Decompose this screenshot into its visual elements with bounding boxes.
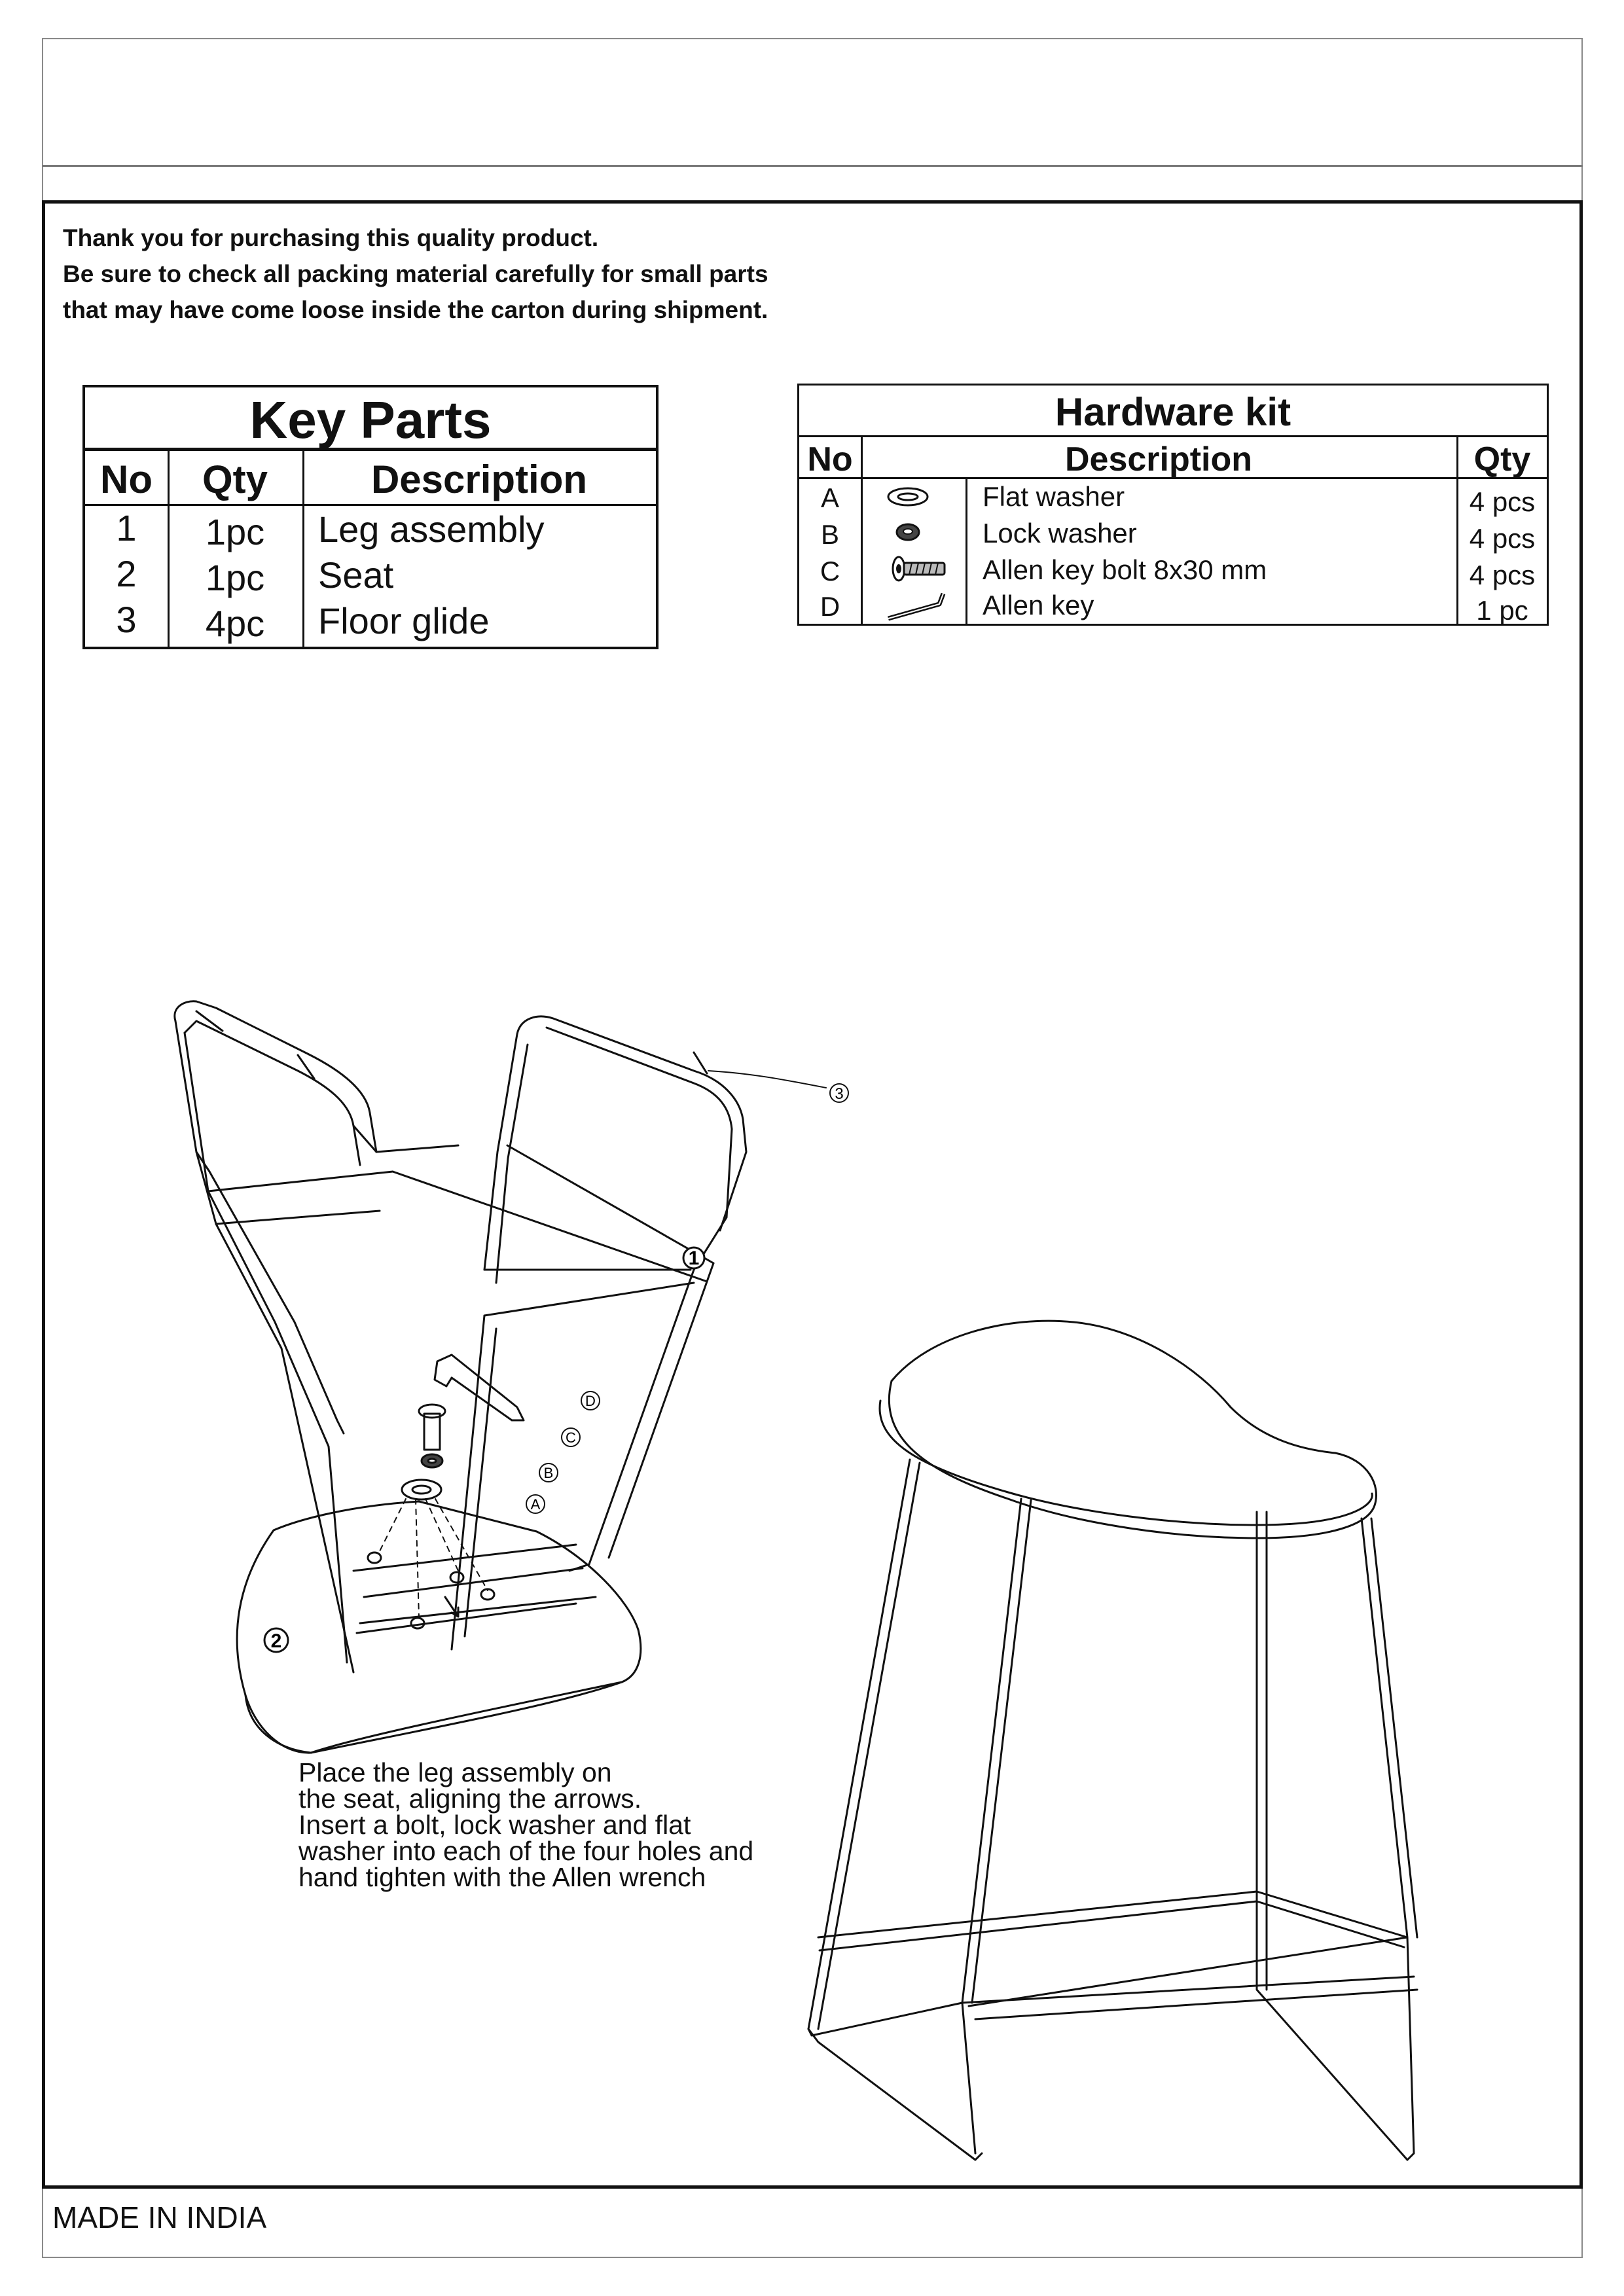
- callout-a: A: [530, 1496, 541, 1513]
- leg-assembly-drawing: [175, 1001, 746, 1672]
- assembled-stool-drawing: [808, 1321, 1417, 2160]
- hardware-kit-cell-description: Allen key: [983, 590, 1094, 620]
- instruction-line-5: hand tighten with the Allen wrench: [298, 1862, 706, 1892]
- exploded-hardware: [402, 1355, 524, 1499]
- intro-line-1: Thank you for purchasing this quality product.: [63, 224, 599, 251]
- key-parts-cell-no: 1: [116, 507, 137, 548]
- instruction-line-4: washer into each of the four holes and: [298, 1836, 754, 1866]
- key-parts-cell-qty: 1pc: [205, 557, 265, 598]
- hardware-kit-cell-no: B: [820, 519, 839, 550]
- key-parts-cell-qty: 1pc: [205, 511, 265, 552]
- made-in-label: MADE IN INDIA: [52, 2200, 267, 2234]
- key-parts-cell-description: Floor glide: [318, 600, 490, 641]
- key-parts-cell-qty: 4pc: [205, 603, 265, 644]
- hardware-kit-cell-description: Flat washer: [983, 481, 1125, 512]
- key-parts-cell-description: Leg assembly: [318, 509, 545, 550]
- hardware-kit-header-description: Description: [1064, 440, 1253, 478]
- callout-c: C: [566, 1429, 576, 1446]
- intro-line-2: Be sure to check all packing material carefully for small parts: [63, 260, 768, 287]
- hardware-kit-title: Hardware kit: [1055, 390, 1291, 434]
- instruction-line-2: the seat, aligning the arrows.: [298, 1784, 642, 1814]
- assembly-instructions: [298, 1759, 753, 1890]
- callout-part-3: 3: [835, 1085, 844, 1103]
- hardware-kit-cell-no: A: [820, 482, 839, 513]
- hardware-kit-header-qty: Qty: [1473, 440, 1531, 478]
- callout-b: B: [543, 1465, 554, 1481]
- callout-part-1: 1: [688, 1247, 700, 1269]
- hardware-kit-cell-qty: 4 pcs: [1469, 523, 1536, 554]
- hardware-kit-cell-no: C: [820, 556, 840, 586]
- key-parts-title: Key Parts: [249, 391, 492, 449]
- key-parts-header-qty: Qty: [202, 457, 268, 501]
- key-parts-cell-no: 2: [116, 553, 137, 594]
- hardware-kit-cell-no: D: [820, 591, 840, 622]
- key-parts-cell-description: Seat: [318, 554, 394, 596]
- callout-part-2: 2: [270, 1630, 282, 1652]
- seat-drawing: [237, 1501, 641, 1753]
- instruction-line-3: Insert a bolt, lock washer and flat: [298, 1810, 691, 1840]
- intro-line-3: that may have come loose inside the carton during shipment.: [63, 296, 768, 323]
- instruction-line-1: Place the leg assembly on: [298, 1757, 612, 1787]
- hardware-kit-header-no: No: [807, 440, 853, 478]
- callout-d: D: [585, 1393, 596, 1409]
- hardware-kit-cell-qty: 1 pc: [1476, 595, 1528, 626]
- key-parts-header-description: Description: [370, 457, 588, 501]
- hardware-kit-cell-qty: 4 pcs: [1469, 560, 1536, 590]
- hardware-kit-cell-qty: 4 pcs: [1469, 486, 1536, 517]
- hardware-kit-cell-description: Allen key bolt 8x30 mm: [983, 554, 1267, 585]
- hardware-kit-cell-description: Lock washer: [983, 518, 1137, 548]
- key-parts-header-no: No: [100, 457, 153, 501]
- key-parts-cell-no: 3: [116, 599, 137, 640]
